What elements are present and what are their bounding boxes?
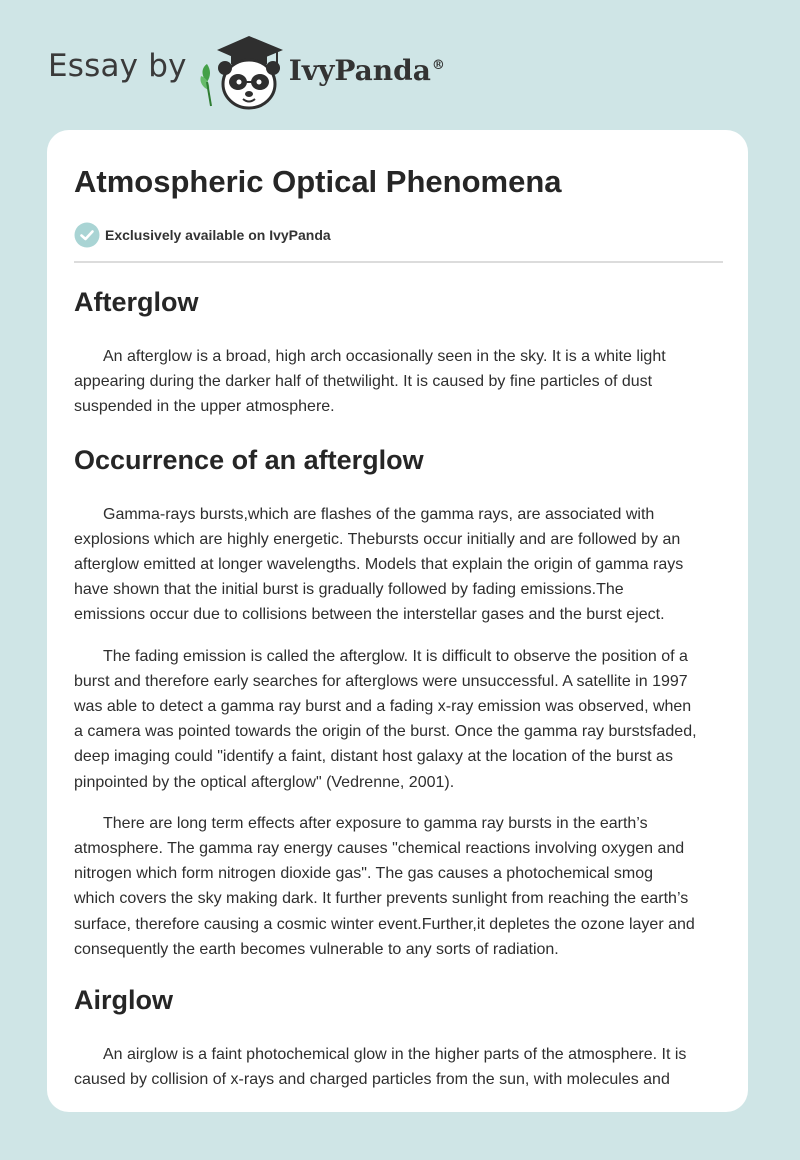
text-line: consequently the earth becomes vulnerable to any sorts of radiation.	[74, 940, 559, 958]
brand-name-text: IvyPanda	[288, 53, 431, 87]
exclusive-badge-text: Exclusively available on IvyPanda	[105, 227, 331, 243]
text-line: An afterglow is a broad, high arch occasionally seen in the sky. It is a white light	[103, 348, 666, 365]
section-heading: Afterglow	[74, 287, 199, 317]
text-line: suspended in the upper atmosphere.	[74, 398, 335, 416]
paragraph	[74, 344, 723, 420]
text-line: afterglow emitted at longer wavelengths. Models that explain the origin of gamma rays	[74, 556, 684, 574]
text-line: was able to detect a gamma ray burst and a fading x-ray emission was observed, when	[74, 698, 692, 716]
text-line: The fading emission is called the afterglow. It is difficult to observe the position of a	[103, 647, 688, 665]
paragraph	[74, 811, 723, 962]
text-line: Gamma-rays bursts,which are flashes of the gamma rays, are associated with	[103, 505, 655, 523]
text-line: appearing during the darker half of thetwilight. It is caused by fine particles of dust	[74, 373, 653, 391]
text-line: deep imaging could "identify a faint, distant host galaxy at the location of the burst as	[74, 748, 673, 766]
text-line: explosions which are highly energetic. Thebursts occur initially and are followed by an	[74, 530, 681, 548]
text-line: An airglow is a faint photochemical glow in the higher parts of the atmosphere. It is	[103, 1046, 687, 1064]
brand-header	[48, 32, 445, 112]
text-line: caused by collision of x-rays and charged particles from the sun, with molecules and	[74, 1071, 670, 1089]
paragraph	[74, 644, 723, 795]
text-line: nitrogen which form nitrogen dioxide gas". The gas causes a photochemical smog	[74, 865, 654, 883]
section-heading: Occurrence of an afterglow	[74, 444, 424, 475]
text-line: atmosphere. The gamma ray energy causes "chemical reactions involving oxygen and	[74, 840, 685, 858]
exclusive-badge	[74, 222, 331, 248]
text-line: have shown that the initial burst is gradually followed by fading emissions.The	[74, 581, 624, 599]
text-line: a camera was pointed towards the origin of the burst. Once the gamma ray burstsfaded,	[74, 723, 697, 741]
article-content	[74, 280, 723, 1092]
brand-name	[289, 54, 445, 87]
brand-prefix: Essay by	[48, 48, 187, 84]
text-line: burst and therefore early searches for afterglows were unsuccessful. A satellite in 1997	[74, 672, 688, 690]
section-heading: Airglow	[74, 985, 173, 1016]
title-divider	[74, 261, 723, 263]
paragraph	[74, 502, 723, 628]
page-title: Atmospheric Optical Phenomena	[74, 164, 562, 199]
registered-mark: ®	[431, 58, 445, 74]
text-line: There are long term effects after exposure to gamma ray bursts in the earth’s	[103, 814, 648, 832]
text-line: emissions occur due to collisions between the interstellar gases and the burst eject.	[74, 606, 665, 624]
text-line: which covers the sky making dark. It further prevents sunlight from reaching the earth’s	[74, 890, 689, 908]
article-card	[47, 130, 748, 1112]
panda-logo-icon	[197, 32, 289, 112]
paragraph	[74, 1042, 723, 1092]
check-circle-icon	[74, 222, 100, 248]
text-line: surface, therefore causing a cosmic winter event.Further,it depletes the ozone layer and	[74, 915, 695, 933]
text-line: pinpointed by the optical afterglow" (Vedrenne, 2001).	[74, 773, 455, 791]
